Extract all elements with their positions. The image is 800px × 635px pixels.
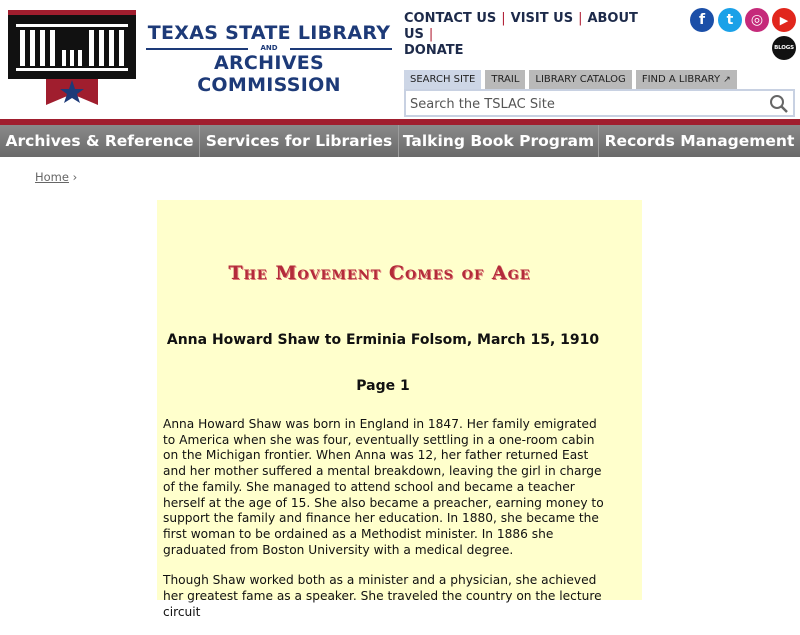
visit-us-link[interactable]: VISIT US [510,11,574,26]
tslac-wordmark[interactable] [146,22,392,96]
tab-library-catalog[interactable]: LIBRARY CATALOG [529,70,631,89]
tslac-logo-icon[interactable] [8,10,136,105]
main-nav [0,125,800,157]
nav-services-for-libraries[interactable]: Services for Libraries [200,125,399,157]
tab-trail[interactable]: TRAIL [485,70,525,89]
breadcrumb [35,170,77,184]
link-separator: | [578,11,583,26]
link-separator: | [428,27,434,42]
logo-line-1: TEXAS STATE LIBRARY [147,22,391,44]
nav-archives-reference[interactable]: Archives & Reference [0,125,200,157]
site-header [0,0,800,120]
search-input[interactable] [410,94,760,114]
utility-links [404,11,654,59]
donate-link[interactable]: DONATE [404,43,464,58]
instagram-link[interactable] [745,8,769,32]
search-icon[interactable] [769,94,789,114]
nav-records-management[interactable]: Records Management [604,132,795,150]
exhibit-content [157,200,642,619]
tab-search-site[interactable]: SEARCH SITE [404,70,481,89]
link-separator: | [501,11,506,26]
youtube-icon: ▶ [772,8,796,32]
logo-line-2: ARCHIVES COMMISSION [197,52,341,96]
breadcrumb-home-link[interactable]: Home [35,170,69,184]
instagram-icon: ◎ [745,8,769,32]
external-link-icon: ↗ [723,75,731,85]
body-paragraph: Anna Howard Shaw was born in England in 1847. Her family emigrated to America when she was four, eventually settling in a one-room cabin on the Michigan frontier. When Anna was 12, her father returned East and her mother suffered a mental breakdown, leaving the girl in charge of the family. She managed to attend school and became a teacher herself at the age of 15. She also became a preacher, earning money to support the family and finance her education. In 1880, she became the first woman to be ordained as a Methodist minister. In 1886 she graduated from Boston University with a medical degree. [163,417,604,557]
about-us-link[interactable]: ABOUT US [404,11,638,42]
document-heading: Anna Howard Shaw to Erminia Folsom, March 15, 1910 [166,332,600,348]
tab-find-a-library-label: FIND A LIBRARY [641,74,721,85]
breadcrumb-separator: › [72,170,78,184]
body-paragraph: Though Shaw worked both as a minister and a physician, she achieved her greatest fame as a speaker. She traveled the country on the lecture circuit [163,573,602,619]
youtube-link[interactable] [772,8,796,32]
twitter-icon: t [718,8,742,32]
nav-talking-book-program[interactable]: Talking Book Program [399,125,599,157]
exhibit-title: The Movement Comes of Age [228,262,531,284]
facebook-link[interactable] [690,8,714,32]
exhibit-body [163,417,608,635]
blogs-icon[interactable]: BLOGS [772,36,796,60]
tab-find-a-library[interactable] [636,70,737,89]
logo-and: AND [146,44,392,52]
facebook-icon: f [690,8,714,32]
contact-us-link[interactable]: CONTACT US [404,11,497,26]
page-label: Page 1 [356,378,410,394]
search-box [404,89,795,117]
search-tabs [404,70,737,89]
twitter-link[interactable] [718,8,742,32]
